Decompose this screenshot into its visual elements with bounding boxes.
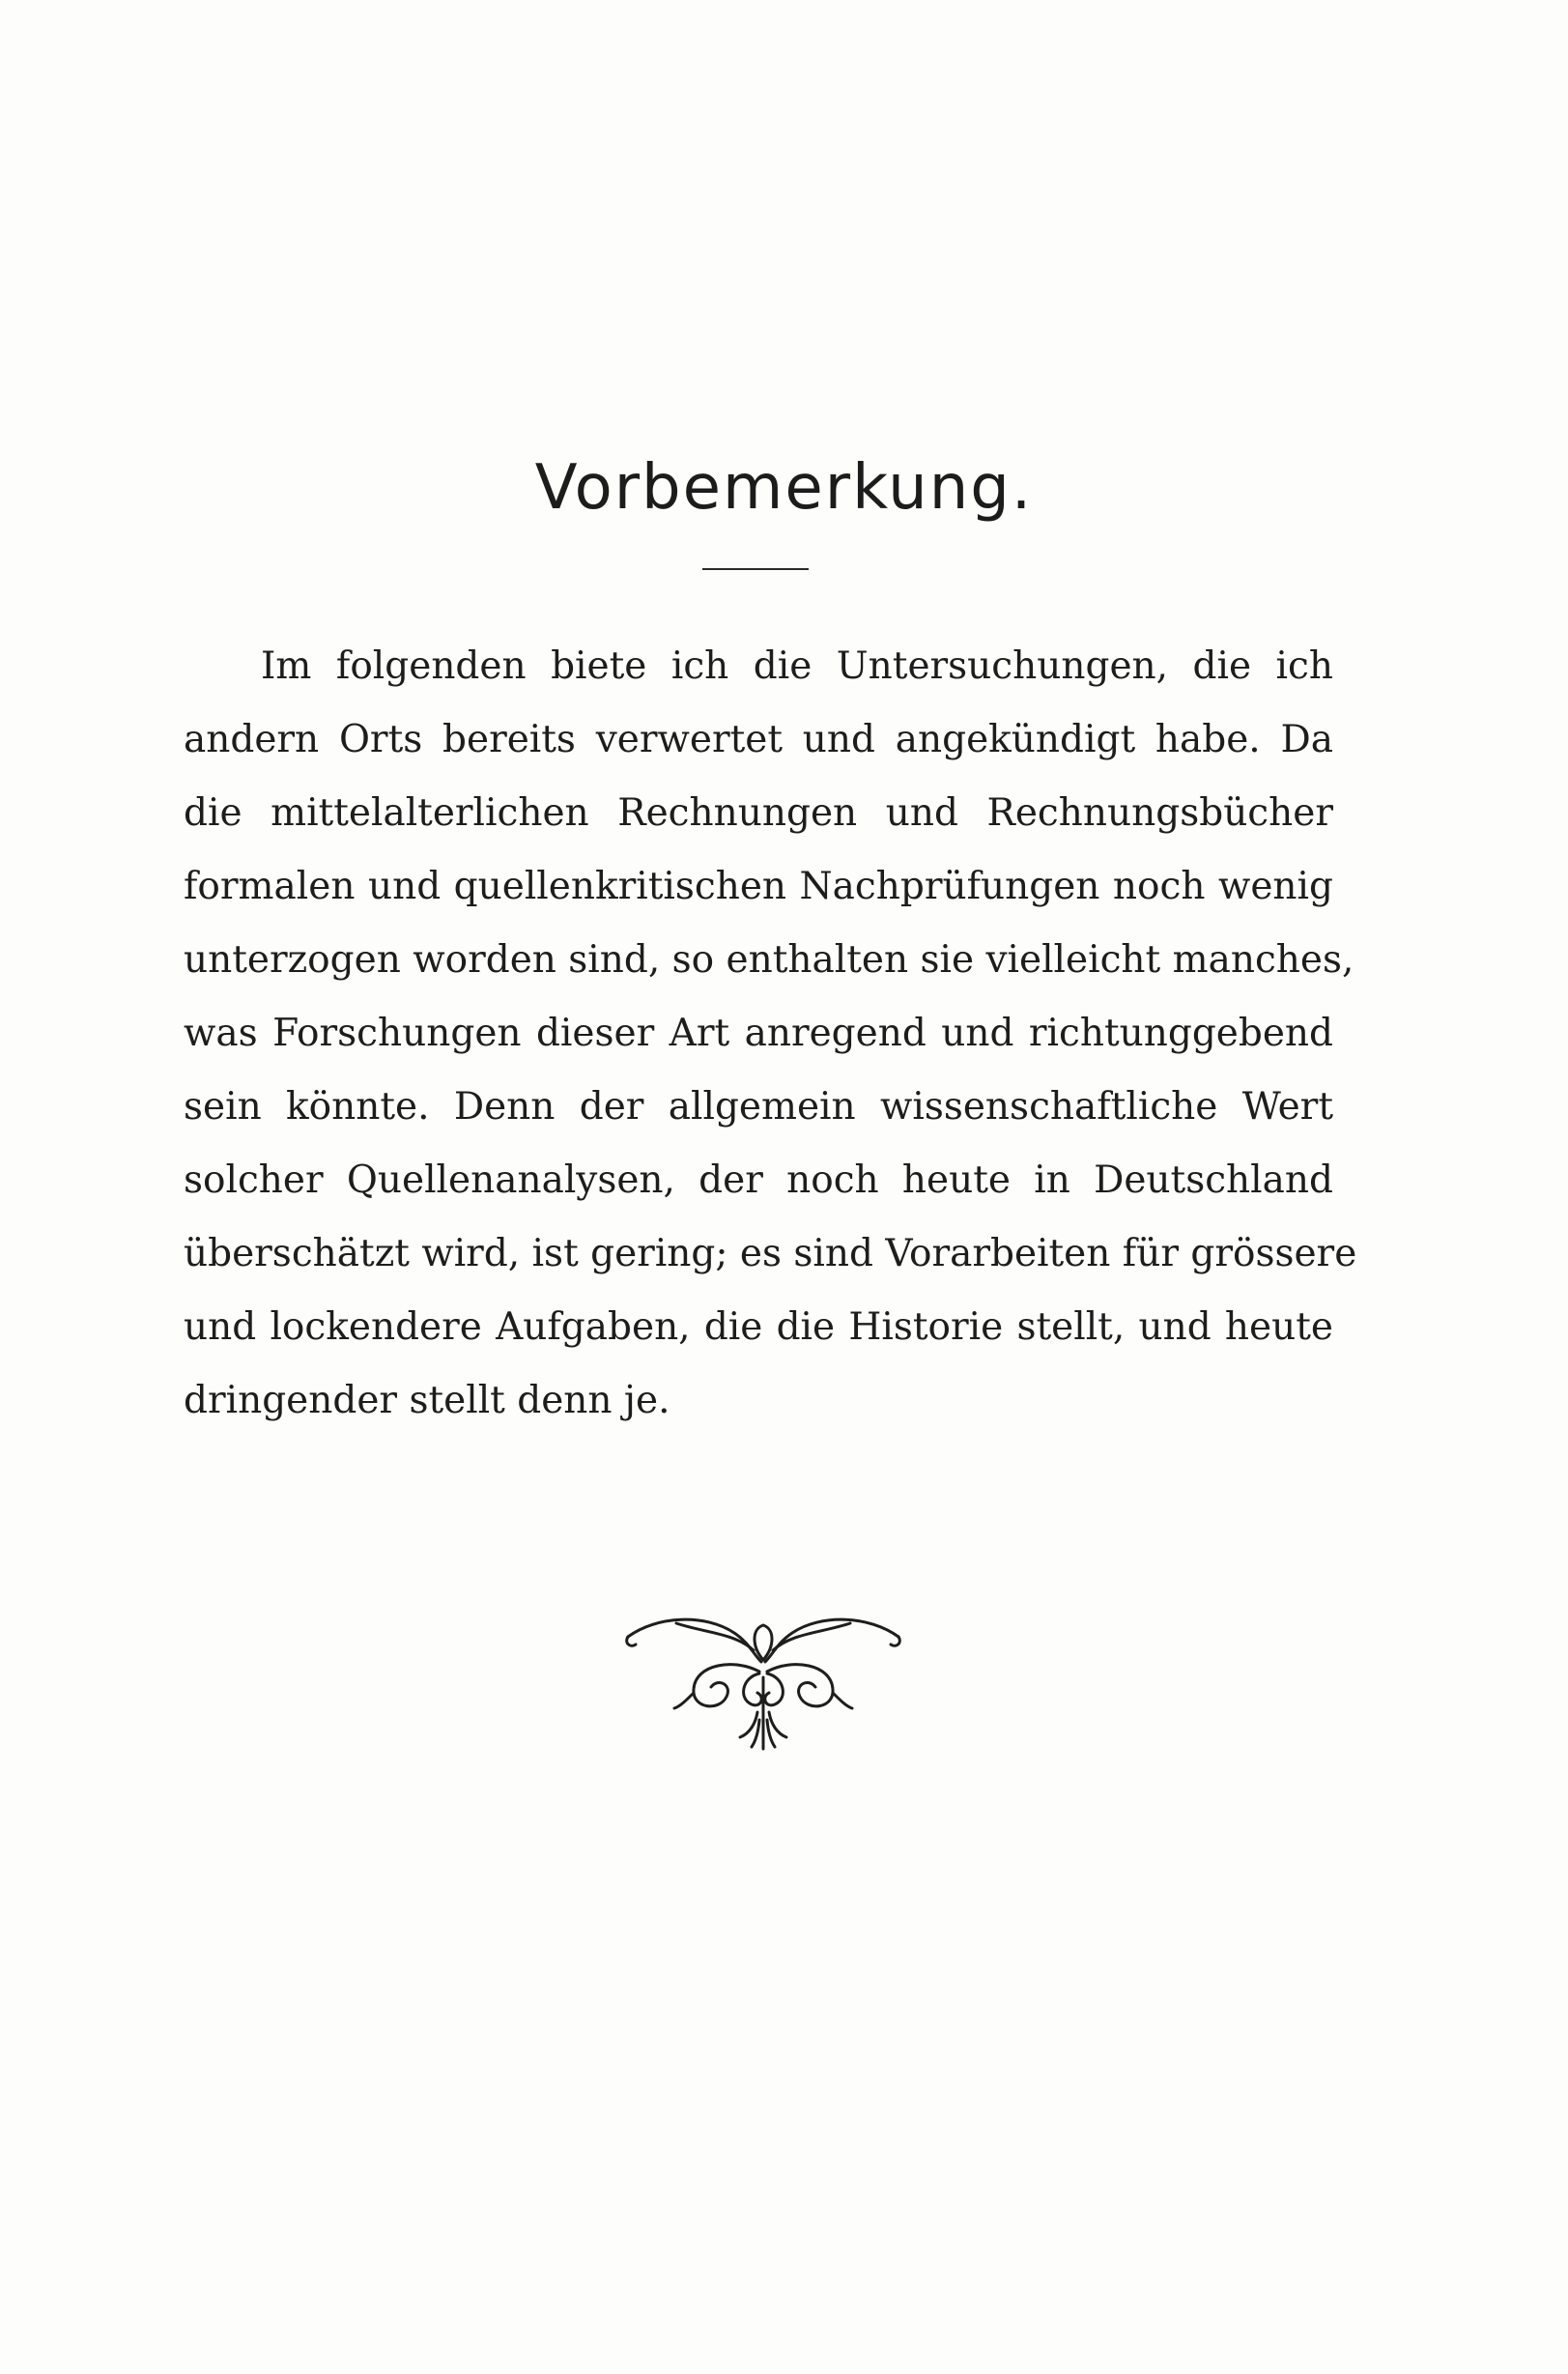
paragraph-line: unterzogen worden sind, so enthalten sie vielleicht manches, [184, 938, 1354, 982]
paragraph-line: die mittelalterlichen Rechnungen und Rechnungsbücher [184, 791, 1333, 835]
page-title: Vorbemerkung. [534, 452, 1034, 524]
paragraph-line: überschätzt wird, ist gering; es sind Vorarbeiten für grössere [184, 1232, 1357, 1275]
paragraph-line: dringender stellt denn je. [184, 1379, 670, 1422]
title-divider [702, 568, 809, 570]
paragraph-line: formalen und quellenkritischen Nachprüfungen noch wenig [184, 865, 1333, 908]
paragraph-line: andern Orts bereits verwertet und angekündigt habe. Da [184, 718, 1333, 761]
paragraph-line: Im folgenden biete ich die Untersuchungen, die ich [261, 644, 1333, 688]
paragraph-line: sein könnte. Denn der allgemein wissenschaftliche Wert [184, 1085, 1333, 1129]
paragraph-line: was Forschungen dieser Art anregend und richtunggebend [184, 1012, 1333, 1055]
paragraph-line: und lockendere Aufgaben, die die Historie stellt, und heute [184, 1305, 1333, 1349]
preface-paragraph [184, 630, 1357, 1438]
scroll-flourish-ornament-icon [618, 1604, 908, 1759]
paragraph-line: solcher Quellenanalysen, der noch heute in Deutschland [184, 1158, 1333, 1202]
